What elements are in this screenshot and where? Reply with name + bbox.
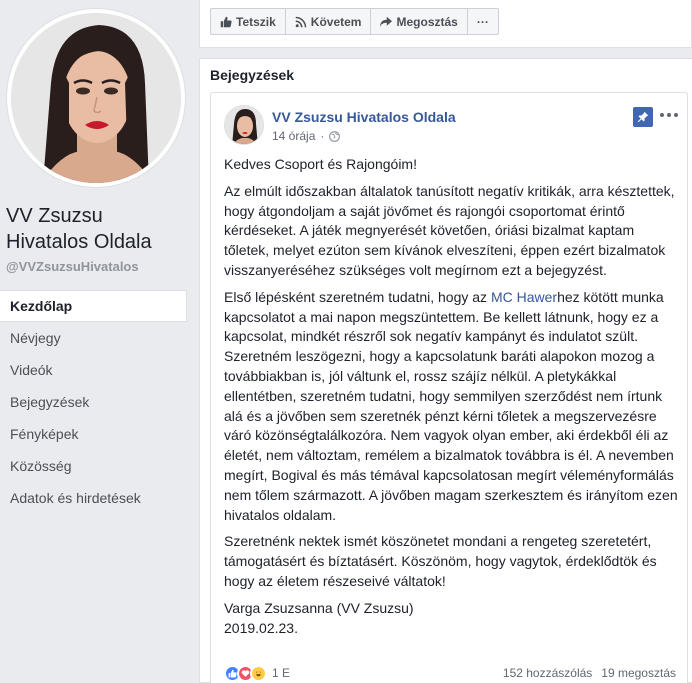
page-handle[interactable]: @VVZsuzsuHivatalos [6,259,139,274]
signature-name: Varga Zsuzsanna (VV Zsuzsu) [224,599,414,616]
pinned-post-button[interactable] [633,107,653,127]
portrait-illustration [11,13,181,183]
post-options-button[interactable] [659,105,679,125]
thumbs-up-icon [220,16,232,28]
posts-section [199,58,692,683]
shares-count[interactable]: 19 megosztás [601,666,676,680]
profile-photo [11,13,181,183]
reaction-count: 1 E [272,666,291,680]
like-page-button[interactable] [210,8,286,35]
post-paragraph-2 [224,288,682,526]
follow-button[interactable] [285,8,372,35]
post-author-name[interactable]: VV Zsuzsu Hivatalos Oldala [272,109,456,125]
comments-count[interactable]: 152 hozzászólás [502,666,593,680]
share-arrow-icon [380,16,392,28]
post-footer [224,662,676,683]
dot-icon [674,113,678,117]
post-card [210,92,688,683]
share-button[interactable] [370,8,467,35]
heart-icon [241,669,250,678]
signature-date: 2019.02.23. [224,619,298,636]
post-meta [272,129,340,143]
nav-item-photos[interactable]: Fényképek [10,426,79,442]
post-author-avatar[interactable] [224,105,264,145]
nav-item-videos[interactable]: Videók [10,362,53,378]
follow-label: Követem [310,14,362,29]
paragraph-2-rest: hez kötött munka kapcsolatot a mai napon megszüntettem. Be kellett látnunk, hogy ez a kapcsolat, mindkét részről sok negatív kampányt és indulatot szült. Szeretném leszögezni, hogy a kapcsolatunk baráti alapokon mozog a továbbiakban is, jól váltunk el, rossz szájíz nélkül. A pletykákkal ellentétben, szeretném tudatni, hogy semmilyen szerződést nem írtunk alá és a jövőben sem szeretnék pénzt kérni tőletek a megszervezésre váró közönségtalálkozóra. Nem vagyok olyan ember, aki érdekből éli az életét, nem változtam, remélem a bizalmatok továbbra is él. A nevemben megírt, Bogival és más témával kapcsolatosan megírt véleményformálás nem tőlem származott. A jövőben magam szerkesztem és irányítom ezen hivatalos oldalam. [224,288,678,523]
mention-link[interactable]: MC Hawer [490,288,558,305]
reactions-summary[interactable] [224,665,290,682]
post-paragraph-1: Az elmúlt időszakban általatok tanúsított negatív kritikák, arra késztettek, hogy átgondoljam a saját jövőmet és rajongói csoportomat érintő kérdéseket. A játék megnyerését követően, óriási bizalmat kaptam tőletek, melyet ezúton sem kívánok elveszíteni, éppen ezért bizalmatok visszanyeréséhez szükséges volt megírnom ezt a bejegyzést. [224,182,675,278]
dot-icon [667,113,671,117]
haha-reaction-icon [250,665,267,682]
nav-item-community[interactable]: Közösség [10,458,72,474]
more-actions-button[interactable] [467,8,499,35]
laughing-face-icon [254,669,263,678]
like-page-label: Tetszik [236,14,276,29]
post-timestamp[interactable]: 14 órája [272,129,316,143]
nav-item-posts[interactable]: Bejegyzések [10,394,90,410]
more-actions-label: ··· [476,14,489,29]
nav-item-info-ads[interactable]: Adatok és hirdetések [10,490,141,506]
page-action-bar [199,0,692,48]
profile-picture[interactable] [7,9,185,187]
meta-separator: · [320,129,325,143]
globe-icon [329,131,340,142]
nav-item-home[interactable]: Kezdőlap [0,290,187,322]
post-paragraph-3: Szeretnénk nektek ismét köszönetet mondani a rengeteg szeretetért, támogatásért és bíztatásért. Köszönöm, hogy vagytok, érdeklődtök és hogy az életem részeseivé váltatok! [224,533,657,589]
page-nav [0,290,187,514]
share-label: Megosztás [396,14,458,29]
action-button-group [210,8,499,35]
dot-icon [660,113,664,117]
left-sidebar [0,0,198,683]
page-name[interactable]: VV Zsuzsu Hivatalos Oldala [6,205,152,253]
posts-heading: Bejegyzések [210,67,295,83]
nav-item-about[interactable]: Névjegy [10,330,61,346]
engagement-stats [503,666,676,680]
post-greeting: Kedves Csoport és Rajongóim! [224,156,417,172]
avatar-illustration [225,106,264,145]
post-text [224,155,682,638]
thumbs-up-icon [228,669,237,678]
post-signature [224,599,682,639]
rss-icon [295,16,307,28]
paragraph-2-start: Első lépésként szeretném tudatni, hogy az [224,288,491,305]
pin-icon [637,111,649,123]
